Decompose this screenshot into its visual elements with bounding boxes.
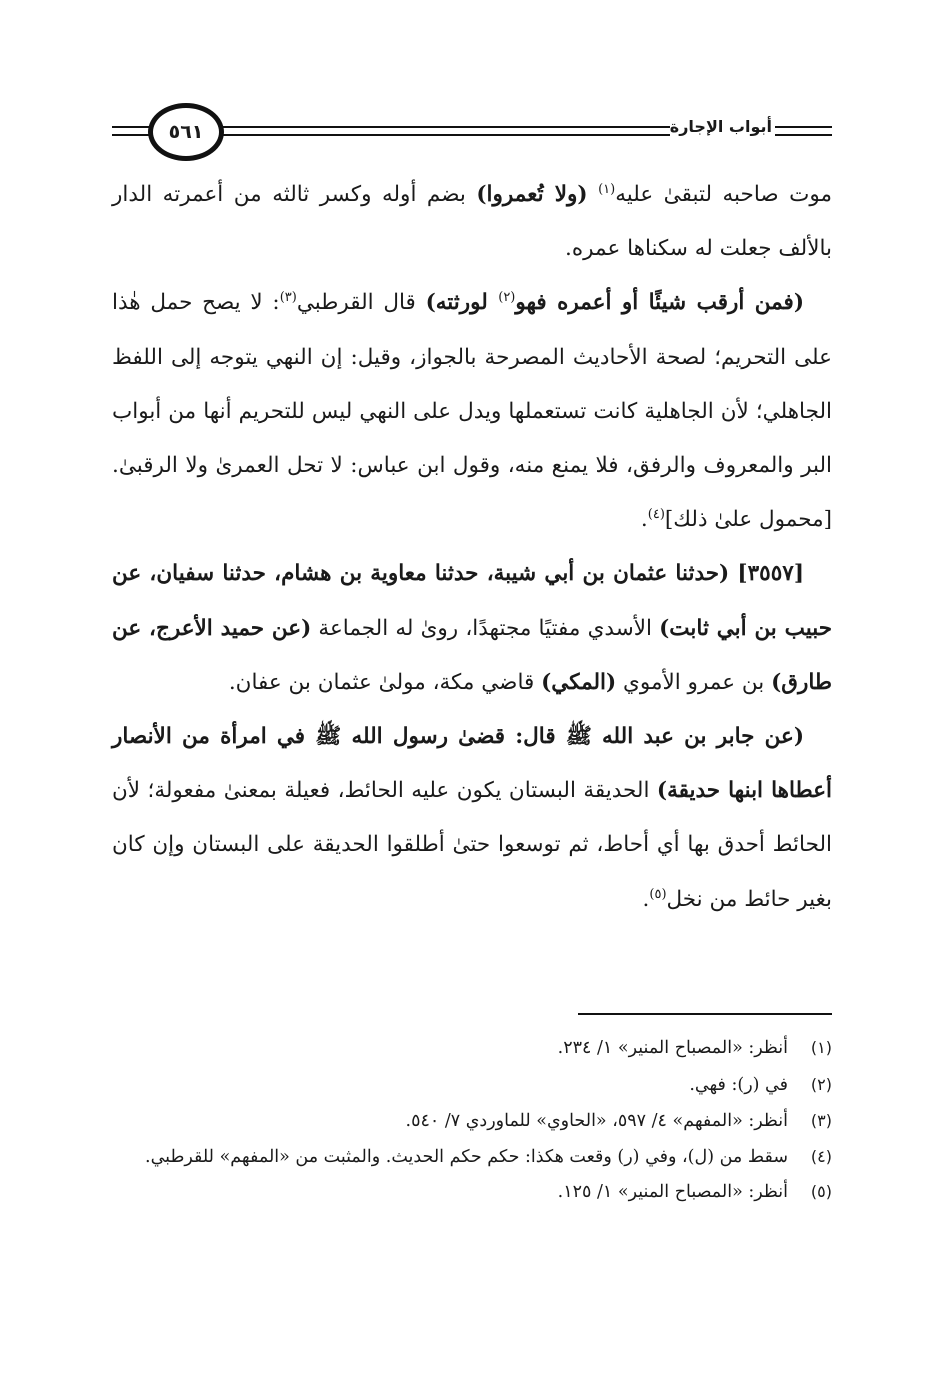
- footnote-ref: (١): [598, 181, 616, 197]
- footnote: [112, 1030, 832, 1067]
- bold-run: (فمن أرقب شيئًا أو أعمره فهو: [515, 290, 805, 316]
- footnote-text: أنظر: «المصباح المنير» ١/ ١٢٥.: [557, 1181, 788, 1202]
- page-number-badge: [148, 103, 224, 161]
- text-run: الحديقة البستان يكون عليه الحائط، فعيلة بمعنىٰ مفعولة؛ لأن الحائط أحدق بها أي أحاط، ثم توسعوا حتىٰ أطلقوا الحديقة على البستان وإن كان بغير حائط من نخل: [112, 778, 832, 912]
- text-run: .: [640, 507, 648, 533]
- header-rule: [112, 134, 152, 136]
- bold-run: [٣٥٥٧] (حدثنا عثمان بن أبي شيبة، حدثنا معاوية بن هشام، حدثنا سفيان، عن حبيب بن أبي ثابت): [112, 561, 832, 641]
- bold-run: (عن جابر بن عبد الله ﷺ قال: قضىٰ رسول الله ﷺ في امرأة من الأنصار أعطاها ابنها حديقة): [112, 724, 832, 804]
- paragraph: [112, 710, 832, 927]
- footnote-number: (٢): [810, 1074, 832, 1094]
- paragraph: [112, 168, 832, 276]
- footnote-text: أنظر: «المفهم» ٤/ ٥٩٧، «الحاوي» للماوردي ٧/ ٥٤٠.: [405, 1111, 788, 1131]
- header-rule: [222, 126, 670, 128]
- footnote-number: (١): [810, 1038, 832, 1057]
- header-rule: [775, 134, 832, 136]
- footnote-number: (٥): [810, 1181, 832, 1201]
- footnote: [112, 1174, 832, 1211]
- footnote-text: سقط من (ل)، وفي (ر) وقعت هكذا: حكم حكم الحديث. والمثبت من «المفهم» للقرطبي.: [145, 1146, 788, 1167]
- paragraph: [112, 276, 832, 547]
- bold-run: (ولا تُعمروا): [476, 182, 588, 207]
- footnote-ref: (٤): [647, 507, 665, 523]
- header-rule: [112, 126, 152, 128]
- header-rule: [775, 126, 832, 128]
- text-run: [588, 182, 599, 207]
- text-run: قاضي مكة، مولىٰ عثمان بن عفان.: [228, 669, 542, 695]
- footnote-number: (٣): [810, 1111, 832, 1130]
- text-run: بضم أوله وكسر ثالثه من أعمرته الدار بالألف جعلت له سكناها عمره.: [112, 182, 832, 262]
- text-run: قال القرطبي: [296, 290, 426, 316]
- page-number: ٥٦١: [168, 121, 204, 143]
- text-run: بن عمرو الأموي: [616, 669, 772, 695]
- footnote-ref: (٥): [649, 886, 667, 902]
- bold-run: (المكي): [541, 669, 617, 695]
- footnote-ref: (٢): [498, 290, 516, 306]
- paragraph: [112, 547, 832, 710]
- footnote-separator: [578, 1013, 832, 1015]
- text-run: : لا يصح حمل هٰذا على التحريم؛ لصحة الأحاديث المصرحة بالجواز، وقيل: إن النهي يتوجه إلى اللفظ الجاهلي؛ لأن الجاهلية كانت تستعملها ويدل على النهي ليس للتحريم أنها من أبواب البر والمعروف والرفق، فلا يمنع منه، وقول ابن عباس: لا تحل العمرىٰ ولا الرقبىٰ. [محمول علىٰ ذلك]: [112, 290, 832, 533]
- footnote-text: في (ر): فهي.: [689, 1074, 788, 1095]
- footnote-text: أنظر: «المصباح المنير» ١/ ٢٣٤.: [557, 1038, 788, 1058]
- footnote: [112, 1103, 832, 1140]
- running-head: أبواب الإجارة: [669, 117, 772, 136]
- footnote: [112, 1140, 832, 1174]
- footnote-number: (٤): [810, 1146, 832, 1166]
- text-run: الأسدي مفتيًا مجتهدًا، روىٰ له الجماعة: [311, 615, 660, 641]
- header-rule: [222, 134, 670, 136]
- footnote: [112, 1067, 832, 1104]
- main-text: [112, 168, 832, 927]
- text-run: .: [642, 886, 650, 912]
- footnotes: [112, 1030, 832, 1210]
- bold-run: (عن حميد الأعرج، عن طارق): [112, 615, 832, 695]
- page-header: [0, 0, 942, 165]
- footnote-ref: (٣): [279, 290, 297, 306]
- text-run: موت صاحبه لتبقىٰ عليه: [615, 182, 832, 207]
- bold-run: لورثته): [425, 290, 499, 316]
